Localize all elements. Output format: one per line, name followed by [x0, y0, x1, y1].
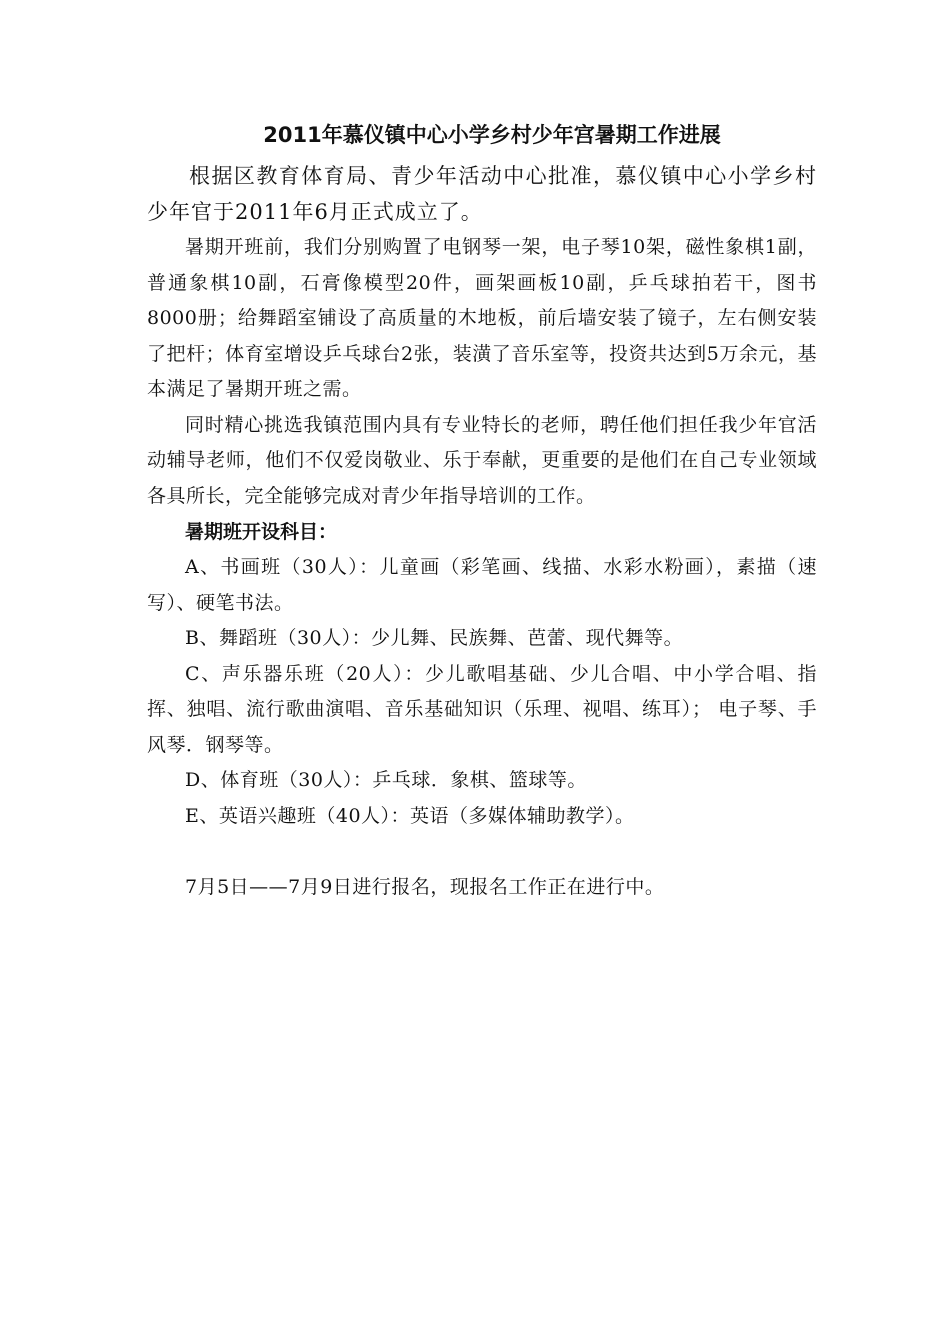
subjects-heading: 暑期班开设科目：	[185, 521, 338, 543]
subject-item-b: B、舞蹈班（30人）：少儿舞、民族舞、芭蕾、现代舞等。	[185, 627, 684, 649]
subject-item-c: C、声乐器乐班（20人）：少儿歌唱基础、少儿合唱、中小学合唱、指挥、独唱、流行歌曲演唱、音乐基础知识（乐理、视唱、练耳）； 电子琴、手风琴．钢琴等。	[147, 662, 817, 756]
intro-paragraph: 根据区教育体育局、青少年活动中心批准，慕仪镇中心小学乡村少年官于2011年6月正式成立了。	[147, 164, 817, 224]
subject-item-e: E、英语兴趣班（40人）：英语（多媒体辅助教学）。	[185, 804, 635, 827]
document-body	[147, 118, 817, 906]
subject-item-d: D、体育班（30人）：乒乓球．象棋、篮球等。	[185, 769, 587, 791]
teachers-paragraph: 同时精心挑选我镇范围内具有专业特长的老师，聘任他们担任我少年官活动辅导老师，他们不仅爱岗敬业、乐于奉献，更重要的是他们在自己专业领域各具所长，完全能够完成对青少年指导培训的工作。	[147, 413, 817, 507]
blank-line	[147, 834, 817, 870]
purchases-paragraph: 暑期开班前，我们分别购置了电钢琴一架，电子琴10架，磁性象棋1副，普通象棋10副，石膏像模型20件，画架画板10副，乒乓球拍若干，图书8000册；给舞蹈室铺设了高质量的木地板，前后墙安装了镜子，左右侧安装了把杆；体育室增设乒乓球台2张，装潢了音乐室等，投资共达到5万余元，基本满足了暑期开班之需。	[147, 236, 817, 400]
document-title: 2011年慕仪镇中心小学乡村少年宫暑期工作进展	[263, 123, 721, 147]
registration-paragraph: 7月5日——7月9日进行报名，现报名工作正在进行中。	[185, 876, 665, 898]
subject-item-a: A、书画班（30人）：儿童画（彩笔画、线描、水彩水粉画），素描（速写）、硬笔书法。	[147, 556, 817, 614]
